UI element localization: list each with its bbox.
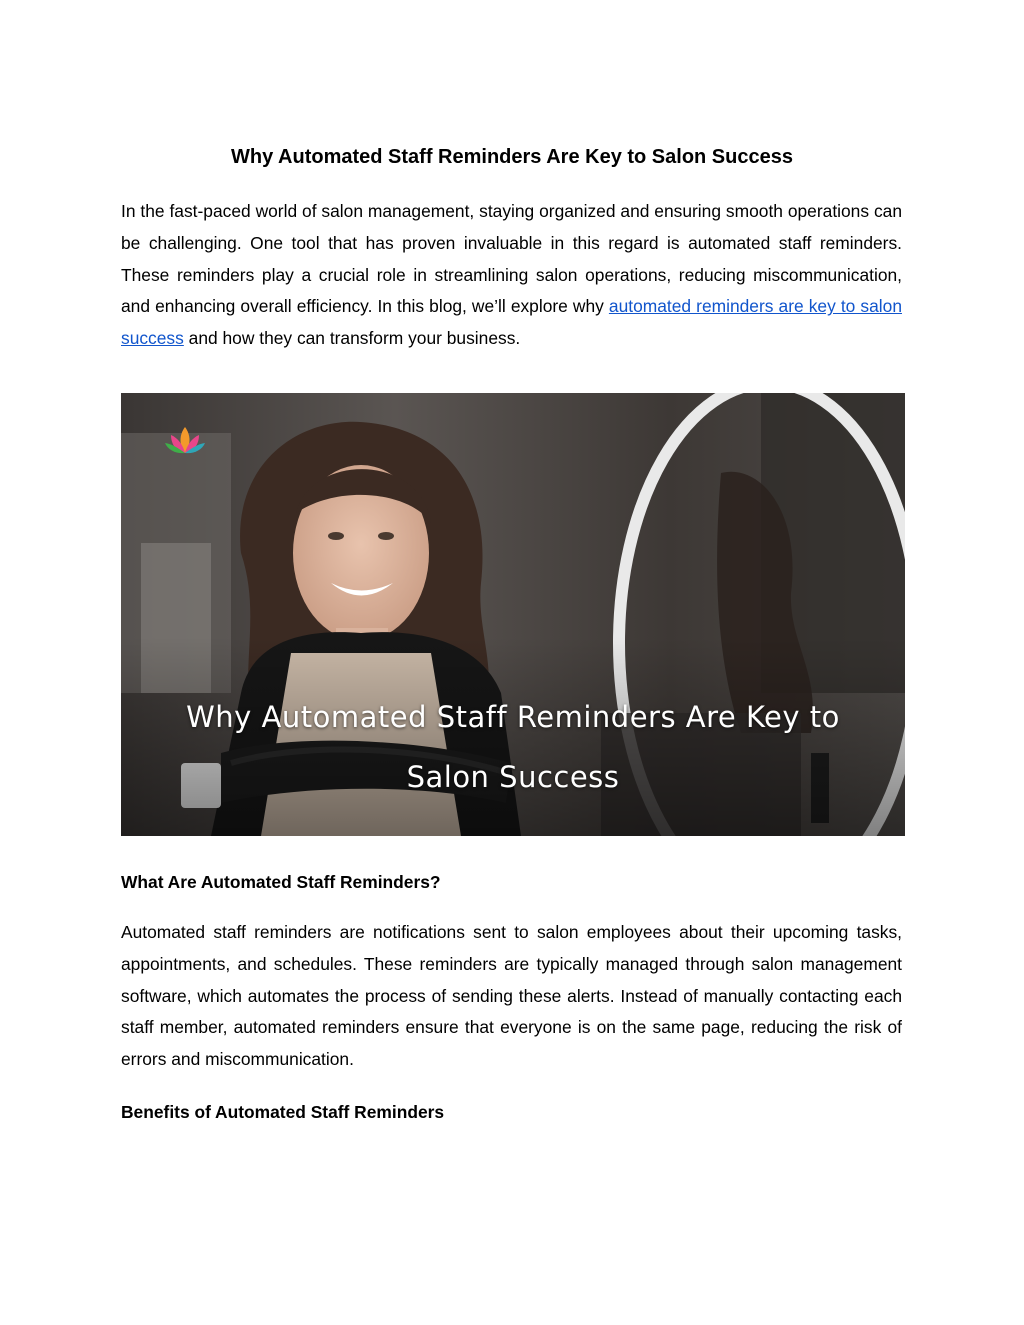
banner-title-line-1: Why Automated Staff Reminders Are Key to	[186, 700, 840, 734]
banner-title-line-2: Salon Success	[406, 760, 620, 794]
intro-paragraph	[121, 196, 902, 355]
hero-image	[121, 393, 905, 836]
section-heading-benefits: Benefits of Automated Staff Reminders	[121, 1102, 445, 1122]
salon-success-link[interactable]: automated reminders are key to salon success	[121, 296, 902, 349]
section-what-paragraph: Automated staff reminders are notifications sent to salon employees about their upcoming tasks, appointments, and schedules. These reminders are typically managed through salon management software, which automates the process of sending these alerts. Instead of manually contacting each staff member, automated reminders ensure that everyone is on the same page, reducing the risk of errors and miscommunication.	[121, 922, 902, 1070]
page-title: Why Automated Staff Reminders Are Key to Salon Success	[231, 146, 793, 168]
section-heading-what: What Are Automated Staff Reminders?	[121, 872, 441, 892]
lotus-logo-icon	[163, 423, 207, 463]
intro-text-after: and how they can transform your business.	[183, 328, 521, 349]
intro-text-before: In the fast-paced world of salon management, staying organized and ensuring smooth operations can be challenging. One tool that has proven invaluable in this regard is automated staff reminders. These reminders play a crucial role in streamlining salon operations, reducing miscommunication, and enhancing overall efficiency. In this blog, we’ll explore why	[121, 201, 902, 317]
